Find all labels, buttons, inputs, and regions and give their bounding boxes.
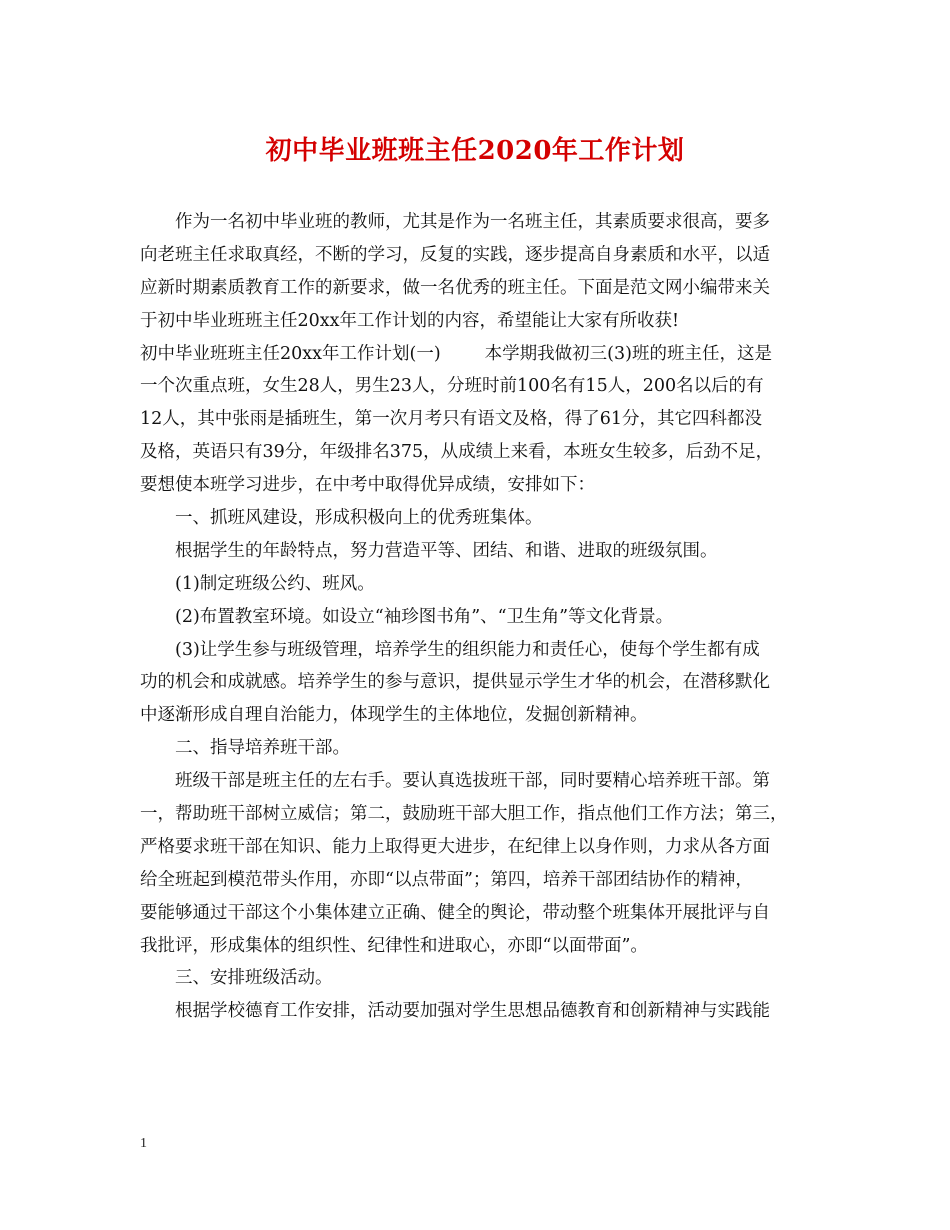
section-heading-line: 一、抓班风建设，形成积极向上的优秀班集体。 [175, 508, 543, 529]
paragraph-line: 12人，其中张雨是插班生，第一次月考只有语文及格，得了61分，其它四科都没 [140, 409, 763, 430]
paragraph-line: 中逐渐形成自理自治能力，体现学生的主体地位，发掘创新精神。 [140, 705, 648, 726]
paragraph-line: 我批评，形成集体的组织性、纪律性和进取心，亦即“以面带面”。 [140, 935, 648, 956]
paragraph-line: 根据学校德育工作安排，活动要加强对学生思想品德教育和创新精神与实践能 [175, 1001, 770, 1022]
paragraph-line: 要能够通过干部这个小集体建立正确、健全的舆论，带动整个班集体开展批评与自 [140, 902, 770, 923]
list-item-line: (2)布置教室环境。如设立“袖珍图书角”、“卫生角”等文化背景。 [175, 606, 674, 627]
document-title: 初中毕业班班主任2020年工作计划 [265, 136, 685, 166]
paragraph-line: 向老班主任求取真经，不断的学习，反复的实践，逐步提高自身素质和水平，以适 [140, 244, 770, 265]
paragraph-line: 功的机会和成就感。培养学生的参与意识，提供显示学生才华的机会，在潜移默化 [140, 672, 770, 693]
paragraph-line: 应新时期素质教育工作的新要求，做一名优秀的班主任。下面是范文网小编带来关 [140, 277, 770, 298]
paragraph-line: 根据学生的年龄特点，努力营造平等、团结、和谐、进取的班级氛围。 [175, 540, 718, 561]
paragraph-line: 于初中毕业班班主任20xx年工作计划的内容，希望能让大家有所收获! [140, 310, 680, 331]
section-heading-line: 二、指导培养班干部。 [175, 738, 350, 759]
document-body [140, 206, 820, 1028]
paragraph-line: 一个次重点班，女生28人，男生23人，分班时前100名有15人，200名以后的有 [140, 376, 764, 397]
list-item-line: (1)制定班级公约、班风。 [175, 573, 375, 594]
paragraph-text: 本学期我做初三(3)班的班主任，这是 [484, 343, 772, 364]
paragraph-line: 给全班起到模范带头作用，亦即“以点带面”；第四，培养干部团结协作的精神， [140, 869, 753, 890]
section-heading-line: 三、安排班级活动。 [175, 968, 333, 989]
list-item-line: (3)让学生参与班级管理，培养学生的组织能力和责任心，使每个学生都有成 [175, 639, 760, 660]
paragraph-line: 作为一名初中毕业班的教师，尤其是作为一名班主任，其素质要求很高，要多 [175, 212, 770, 232]
paragraph-line: 要想使本班学习进步，在中考中取得优异成绩，安排如下： [140, 475, 595, 496]
paragraph-line: 严格要求班干部在知识、能力上取得更大进步，在纪律上以身作则，力求从各方面 [140, 836, 770, 857]
section-heading: 初中毕业班班主任20xx年工作计划(一) [140, 343, 441, 364]
paragraph-line: 班级干部是班主任的左右手。要认真选拔班干部，同时要精心培养班干部。第 [175, 771, 770, 792]
paragraph-line-combined [140, 338, 820, 371]
page-number: 1 [140, 1136, 147, 1151]
paragraph-line: 一，帮助班干部树立威信；第二，鼓励班干部大胆工作，指点他们工作方法；第三， [140, 804, 788, 825]
paragraph-line: 及格，英语只有39分，年级排名375，从成绩上来看，本班女生较多，后劲不足， [140, 442, 774, 463]
